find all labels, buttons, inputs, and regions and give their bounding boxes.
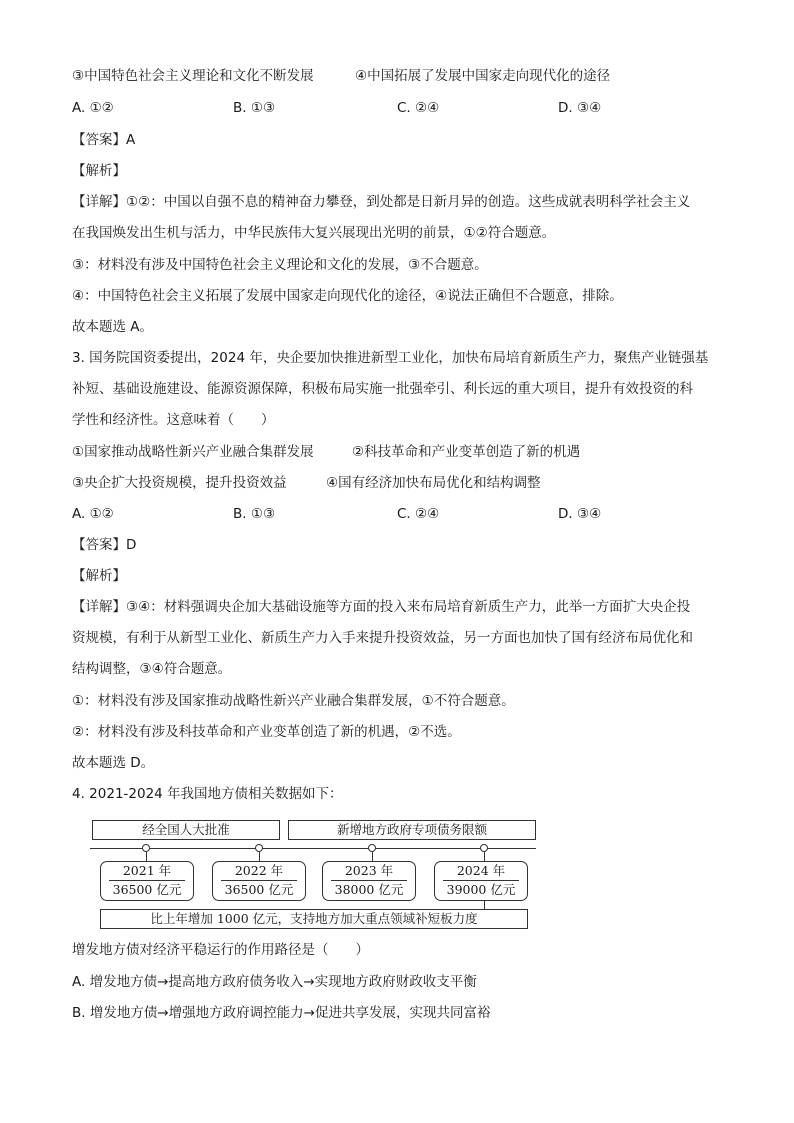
figure-left-header: 经全国人大批准 — [92, 820, 280, 840]
year-box-2024 — [434, 861, 528, 901]
q2-option-d: D. ③④ — [558, 100, 602, 116]
q2-detail-line-2: 在我国焕发出生机与活力，中华民族伟大复兴展现出光明的前景，①②符合题意。 — [72, 225, 556, 241]
q3-item-1: ①国家推动战略性新兴产业融合集群发展 — [72, 444, 314, 460]
q2-item-4: ④中国拓展了发展中国家走向现代化的途径 — [355, 68, 611, 84]
q2-answer: 【答案】A — [72, 132, 136, 148]
amount-label: 36500 亿元 — [112, 882, 182, 897]
q3-detail-item-1: ①：材料没有涉及国家推动战略性新兴产业融合集群发展，①不符合题意。 — [72, 693, 515, 709]
q4-stem: 4. 2021-2024 年我国地方债相关数据如下： — [72, 786, 343, 802]
q3-option-a: A. ①② — [72, 506, 114, 522]
amount-label: 39000 亿元 — [446, 882, 516, 897]
q2-detail-item-3: ③：材料没有涉及中国特色社会主义理论和文化的发展，③不合题意。 — [72, 257, 488, 273]
year-label: 2021 年 — [109, 862, 185, 881]
q4-question: 增发地方债对经济平稳运行的作用路径是（ ） — [72, 942, 369, 958]
timeline-marker — [480, 844, 488, 852]
timeline-marker — [142, 844, 150, 852]
q4-option-b: B. 增发地方债→增强地方政府调控能力→促进共享发展，实现共同富裕 — [72, 1005, 491, 1021]
q2-conclusion: 故本题选 A。 — [72, 319, 154, 335]
q3-stem-line-1: 3. 国务院国资委提出，2024 年，央企要加快推进新型工业化，加快布局培育新质生产力，聚焦产业链强基 — [72, 350, 709, 366]
year-label: 2022 年 — [221, 862, 297, 881]
q3-option-b: B. ①③ — [233, 506, 276, 522]
q3-detail-line-3: 结构调整，③④符合题意。 — [72, 661, 232, 677]
timeline-marker — [255, 844, 263, 852]
year-label: 2023 年 — [331, 862, 407, 881]
debt-timeline-figure — [90, 818, 538, 930]
q3-item-2: ②科技革命和产业变革创造了新的机遇 — [352, 444, 581, 460]
footer-connector — [484, 901, 485, 909]
timeline-axis — [90, 848, 536, 849]
q3-detail-line-2: 资规模，有利于从新型工业化、新质生产力入手来提升投资效益，另一方面也加快了国有经济布局优化和 — [72, 630, 693, 646]
q3-answer: 【答案】D — [72, 537, 137, 553]
q2-option-a: A. ①② — [72, 100, 114, 116]
year-box-2022 — [212, 861, 306, 901]
year-box-2023 — [322, 861, 416, 901]
q3-stem-line-3: 学性和经济性。这意味着（ ） — [72, 412, 275, 428]
figure-right-header: 新增地方政府专项债务限额 — [288, 820, 536, 840]
year-label: 2024 年 — [443, 862, 519, 881]
q2-detail-item-4: ④：中国特色社会主义拓展了发展中国家走向现代化的途径，④说法正确但不合题意，排除。 — [72, 288, 623, 304]
amount-label: 38000 亿元 — [334, 882, 404, 897]
q3-stem-line-2: 补短、基础设施建设、能源资源保障，积极布局实施一批强牵引、利长远的重大项目，提升有效投资的科 — [72, 381, 693, 397]
q3-item-4: ④国有经济加快布局优化和结构调整 — [326, 475, 541, 491]
q3-option-d: D. ③④ — [558, 506, 602, 522]
q3-detail-item-2: ②：材料没有涉及科技革命和产业变革创造了新的机遇，②不选。 — [72, 724, 461, 740]
q3-conclusion: 故本题选 D。 — [72, 755, 155, 771]
q3-option-c: C. ②④ — [397, 506, 440, 522]
q3-analysis-label: 【解析】 — [72, 568, 126, 584]
q3-item-3: ③央企扩大投资规模，提升投资效益 — [72, 475, 287, 491]
q2-detail-line-1: 【详解】①②：中国以自强不息的精神奋力攀登，到处都是日新月异的创造。这些成就表明科学社会主义 — [72, 194, 691, 210]
timeline-marker — [368, 844, 376, 852]
q2-option-b: B. ①③ — [233, 100, 276, 116]
q3-detail-line-1: 【详解】③④：材料强调央企加大基础设施等方面的投入来布局培育新质生产力，此举一方面扩大央企投 — [72, 599, 691, 615]
q2-item-3: ③中国特色社会主义理论和文化不断发展 — [72, 68, 314, 84]
year-box-2021 — [100, 861, 194, 901]
q2-option-c: C. ②④ — [397, 100, 440, 116]
q2-analysis-label: 【解析】 — [72, 163, 126, 179]
q4-option-a: A. 增发地方债→提高地方政府债务收入→实现地方政府财政收支平衡 — [72, 974, 477, 990]
figure-footer-note: 比上年增加 1000 亿元，支持地方加大重点领域补短板力度 — [100, 909, 528, 929]
amount-label: 36500 亿元 — [224, 882, 294, 897]
